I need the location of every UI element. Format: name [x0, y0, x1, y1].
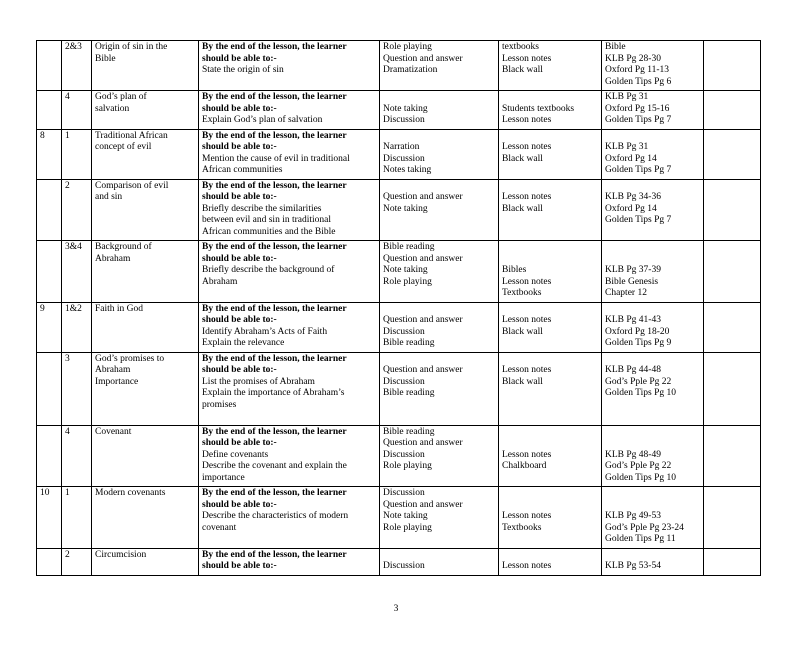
resources-cell: Students textbooks Lesson notes: [499, 91, 602, 130]
resources-cell: Lesson notes Chalkboard: [499, 425, 602, 487]
table-row: [37, 179, 761, 241]
activities-cell: Question and answer Discussion Bible reading: [380, 302, 499, 352]
lesson-cell: 4: [62, 91, 92, 130]
remarks-cell: [704, 352, 761, 425]
topic-cell: Modern covenants: [92, 487, 199, 549]
activities-cell: Role playing Question and answer Dramatization: [380, 41, 499, 91]
objectives-cell: By the end of the lesson, the learner should be able to:- Describe the characteristics of modern covenant: [199, 487, 380, 549]
objectives-cell: By the end of the lesson, the learner should be able to:- Briefly describe the similarities between evil and sin in traditional African communities and the Bible: [199, 179, 380, 241]
activities-cell: Narration Discussion Notes taking: [380, 129, 499, 179]
document-page: [0, 40, 792, 652]
week-cell: 10: [37, 487, 62, 549]
table-row: [37, 487, 761, 549]
week-cell: [37, 179, 62, 241]
lesson-cell: 1: [62, 129, 92, 179]
resources-cell: Lesson notes Black wall: [499, 302, 602, 352]
references-cell: KLB Pg 31 Oxford Pg 14 Golden Tips Pg 7: [602, 129, 704, 179]
table-row: [37, 352, 761, 425]
lesson-cell: 1: [62, 487, 92, 549]
lesson-cell: 1&2: [62, 302, 92, 352]
activities-cell: Question and answer Discussion Bible reading: [380, 352, 499, 425]
topic-cell: God’s promises to Abraham Importance: [92, 352, 199, 425]
remarks-cell: [704, 548, 761, 575]
topic-cell: Covenant: [92, 425, 199, 487]
remarks-cell: [704, 425, 761, 487]
objectives-cell: By the end of the lesson, the learner should be able to:- Define covenants Describe the covenant and explain the importance: [199, 425, 380, 487]
remarks-cell: [704, 487, 761, 549]
references-cell: KLB Pg 53-54: [602, 548, 704, 575]
lesson-cell: 4: [62, 425, 92, 487]
table-row: [37, 548, 761, 575]
remarks-cell: [704, 41, 761, 91]
resources-cell: textbooks Lesson notes Black wall: [499, 41, 602, 91]
week-cell: 9: [37, 302, 62, 352]
lesson-cell: 2: [62, 179, 92, 241]
table-row: [37, 41, 761, 91]
activities-cell: Question and answer Note taking: [380, 179, 499, 241]
table-row: [37, 91, 761, 130]
references-cell: KLB Pg 49-53 God’s Pple Pg 23-24 Golden Tips Pg 11: [602, 487, 704, 549]
activities-cell: Discussion: [380, 548, 499, 575]
activities-cell: Bible reading Question and answer Discussion Role playing: [380, 425, 499, 487]
week-cell: [37, 91, 62, 130]
objectives-cell: By the end of the lesson, the learner should be able to:- Mention the cause of evil in traditional African communities: [199, 129, 380, 179]
objectives-cell: By the end of the lesson, the learner should be able to:-: [199, 548, 380, 575]
objectives-cell: By the end of the lesson, the learner should be able to:- State the origin of sin: [199, 41, 380, 91]
lesson-cell: 3&4: [62, 241, 92, 303]
resources-cell: Bibles Lesson notes Textbooks: [499, 241, 602, 303]
references-cell: KLB Pg 44-48 God’s Pple Pg 22 Golden Tips Pg 10: [602, 352, 704, 425]
activities-cell: Note taking Discussion: [380, 91, 499, 130]
page-number: 3: [393, 604, 399, 614]
objectives-cell: By the end of the lesson, the learner should be able to:- Briefly describe the background of Abraham: [199, 241, 380, 303]
table-row: [37, 302, 761, 352]
remarks-cell: [704, 129, 761, 179]
resources-cell: Lesson notes Black wall: [499, 129, 602, 179]
topic-cell: Traditional African concept of evil: [92, 129, 199, 179]
week-cell: [37, 241, 62, 303]
week-cell: [37, 425, 62, 487]
resources-cell: Lesson notes: [499, 548, 602, 575]
lesson-cell: 2&3: [62, 41, 92, 91]
topic-cell: Comparison of evil and sin: [92, 179, 199, 241]
remarks-cell: [704, 302, 761, 352]
topic-cell: Background of Abraham: [92, 241, 199, 303]
week-cell: [37, 548, 62, 575]
remarks-cell: [704, 241, 761, 303]
objectives-cell: By the end of the lesson, the learner should be able to:- List the promises of Abraham Explain the importance of Abraham’s promises: [199, 352, 380, 425]
week-cell: 8: [37, 129, 62, 179]
references-cell: Bible KLB Pg 28-30 Oxford Pg 11-13 Golden Tips Pg 6: [602, 41, 704, 91]
week-cell: [37, 41, 62, 91]
topic-cell: Faith in God: [92, 302, 199, 352]
remarks-cell: [704, 91, 761, 130]
objectives-cell: By the end of the lesson, the learner should be able to:- Explain God’s plan of salvation: [199, 91, 380, 130]
resources-cell: Lesson notes Black wall: [499, 352, 602, 425]
table-row: [37, 129, 761, 179]
schedule-table-body: [37, 41, 761, 576]
resources-cell: Lesson notes Textbooks: [499, 487, 602, 549]
table-row: [37, 425, 761, 487]
activities-cell: Bible reading Question and answer Note taking Role playing: [380, 241, 499, 303]
topic-cell: Circumcision: [92, 548, 199, 575]
remarks-cell: [704, 179, 761, 241]
lesson-cell: 3: [62, 352, 92, 425]
objectives-cell: By the end of the lesson, the learner should be able to:- Identify Abraham’s Acts of Faith Explain the relevance: [199, 302, 380, 352]
references-cell: KLB Pg 48-49 God’s Pple Pg 22 Golden Tips Pg 10: [602, 425, 704, 487]
scheme-of-work-table: [36, 40, 761, 576]
references-cell: KLB Pg 37-39 Bible Genesis Chapter 12: [602, 241, 704, 303]
topic-cell: God’s plan of salvation: [92, 91, 199, 130]
table-row: [37, 241, 761, 303]
references-cell: KLB Pg 31 Oxford Pg 15-16 Golden Tips Pg 7: [602, 91, 704, 130]
activities-cell: Discussion Question and answer Note taking Role playing: [380, 487, 499, 549]
references-cell: KLB Pg 34-36 Oxford Pg 14 Golden Tips Pg 7: [602, 179, 704, 241]
week-cell: [37, 352, 62, 425]
lesson-cell: 2: [62, 548, 92, 575]
resources-cell: Lesson notes Black wall: [499, 179, 602, 241]
references-cell: KLB Pg 41-43 Oxford Pg 18-20 Golden Tips Pg 9: [602, 302, 704, 352]
topic-cell: Origin of sin in the Bible: [92, 41, 199, 91]
